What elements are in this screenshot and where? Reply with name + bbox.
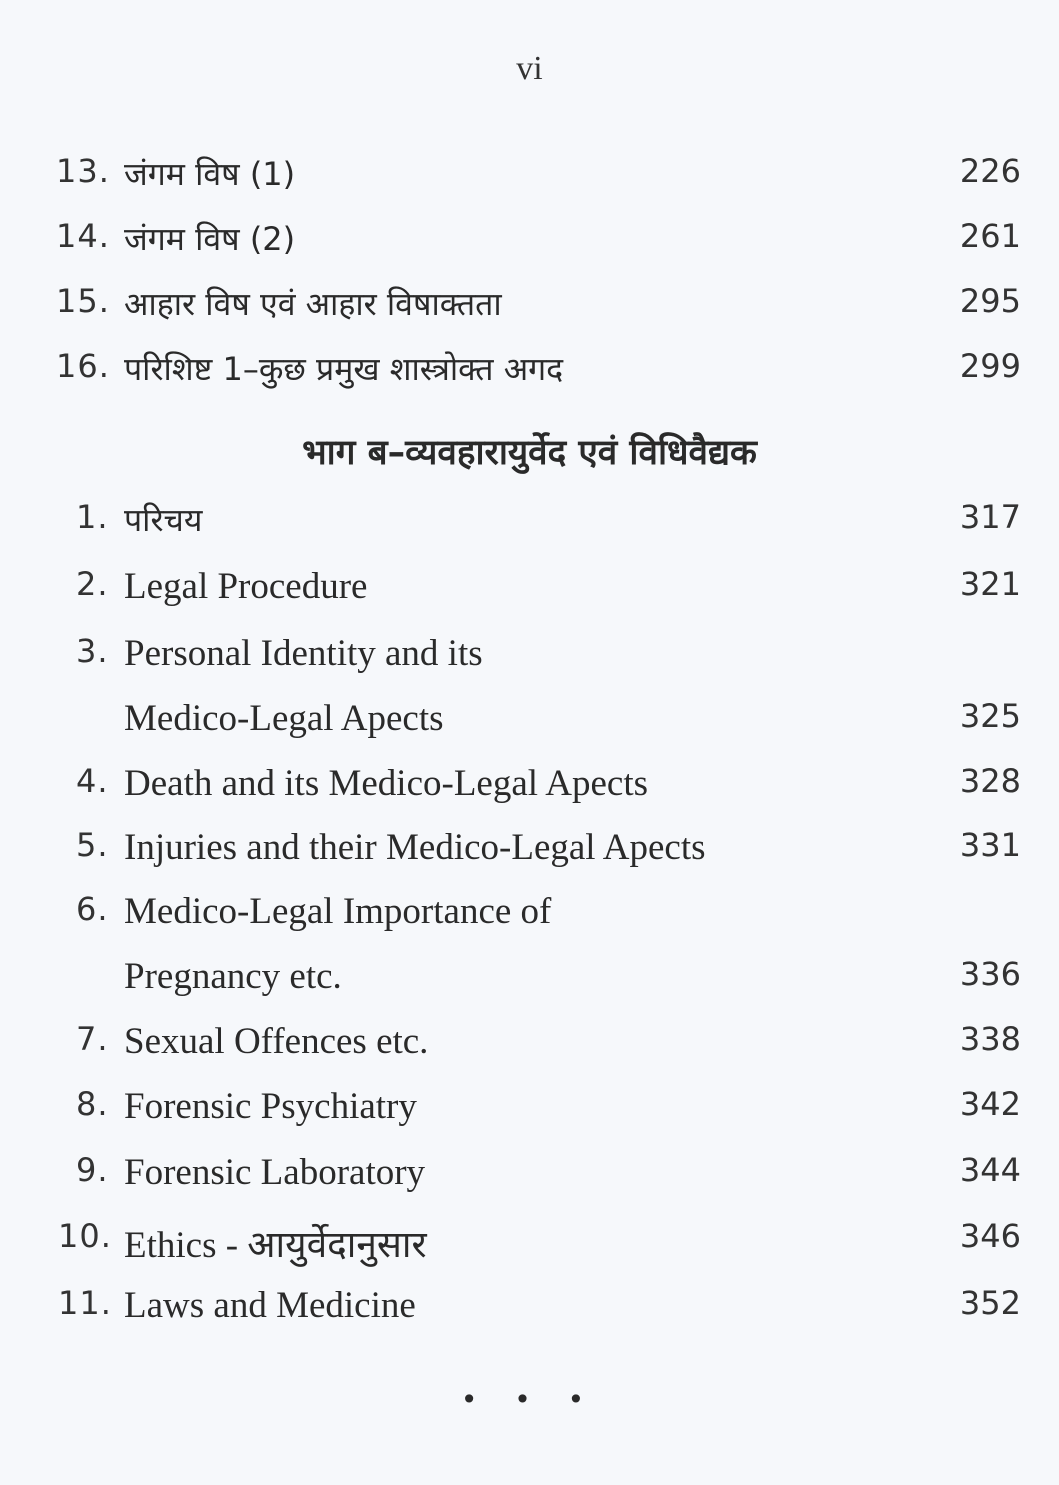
toc-entry — [0, 890, 1059, 940]
entry-page: 331 — [959, 826, 1021, 864]
entry-page: 344 — [959, 1151, 1021, 1189]
toc-entry — [0, 565, 1059, 615]
entry-title: Death and its Medico-Legal Apects — [124, 763, 648, 804]
toc-entry — [0, 282, 1059, 332]
toc-entry — [0, 152, 1059, 202]
entry-number: 2. — [76, 565, 109, 603]
entry-title: Injuries and their Medico-Legal Apects — [124, 827, 706, 868]
toc-entry — [0, 762, 1059, 812]
end-ornament: • • • — [460, 1383, 599, 1416]
entry-title: Medico-Legal Importance of — [124, 891, 552, 932]
toc-entry — [0, 347, 1059, 397]
toc-entry — [0, 498, 1059, 548]
entry-number: 4. — [76, 762, 109, 800]
entry-title: परिशिष्ट 1–कुछ प्रमुख शास्त्रोक्त अगद — [124, 350, 564, 388]
entry-number: 14. — [56, 217, 110, 255]
entry-number: 16. — [56, 347, 110, 385]
entry-title: Forensic Psychiatry — [124, 1086, 417, 1127]
section-heading: भाग ब–व्यवहारायुर्वेद एवं विधिवैद्यक — [302, 433, 757, 473]
entry-page: 261 — [959, 217, 1021, 255]
toc-entry-continuation — [0, 955, 1059, 1005]
entry-page: 328 — [959, 762, 1021, 800]
entry-title: जंगम विष (1) — [124, 155, 296, 193]
entry-number: 6. — [76, 890, 109, 928]
entry-title: परिचय — [124, 501, 203, 539]
entry-page: 295 — [959, 282, 1021, 320]
toc-entry — [0, 1020, 1059, 1070]
entry-title: Legal Procedure — [124, 566, 368, 607]
entry-page: 226 — [959, 152, 1021, 190]
toc-entry — [0, 1085, 1059, 1135]
entry-number: 5. — [76, 826, 109, 864]
entry-title: Laws and Medicine — [124, 1285, 416, 1326]
toc-entry — [0, 217, 1059, 267]
entry-page: 352 — [959, 1284, 1021, 1322]
entry-number: 10. — [58, 1217, 112, 1255]
toc-entry — [0, 1217, 1059, 1267]
entry-number: 13. — [56, 152, 110, 190]
entry-page: 299 — [959, 347, 1021, 385]
entry-page: 321 — [959, 565, 1021, 603]
entry-number: 15. — [56, 282, 110, 320]
entry-title: Forensic Laboratory — [124, 1152, 426, 1193]
toc-entry — [0, 632, 1059, 682]
entry-title: Sexual Offences etc. — [124, 1021, 429, 1062]
entry-title: जंगम विष (2) — [124, 220, 296, 258]
entry-page: 317 — [959, 498, 1021, 536]
entry-page: 325 — [959, 697, 1021, 735]
page-number: vi — [516, 50, 543, 87]
toc-entry-continuation — [0, 697, 1059, 747]
entry-title: आहार विष एवं आहार विषाक्तता — [124, 285, 502, 323]
toc-entry — [0, 826, 1059, 876]
entry-title-continuation: Pregnancy etc. — [124, 956, 342, 997]
entry-page: 346 — [959, 1217, 1021, 1255]
entry-page: 338 — [959, 1020, 1021, 1058]
entry-title: Ethics - आयुर्वेदानुसार — [124, 1225, 427, 1266]
entry-number: 9. — [76, 1151, 109, 1189]
toc-entry — [0, 1151, 1059, 1201]
entry-number: 7. — [76, 1020, 109, 1058]
entry-number: 3. — [76, 632, 109, 670]
entry-number: 11. — [58, 1284, 112, 1322]
entry-page: 336 — [959, 955, 1021, 993]
entry-title-continuation: Medico-Legal Apects — [124, 698, 444, 739]
toc-entry — [0, 1284, 1059, 1334]
entry-page: 342 — [959, 1085, 1021, 1123]
entry-title: Personal Identity and its — [124, 633, 483, 674]
entry-number: 8. — [76, 1085, 109, 1123]
entry-number: 1. — [76, 498, 109, 536]
